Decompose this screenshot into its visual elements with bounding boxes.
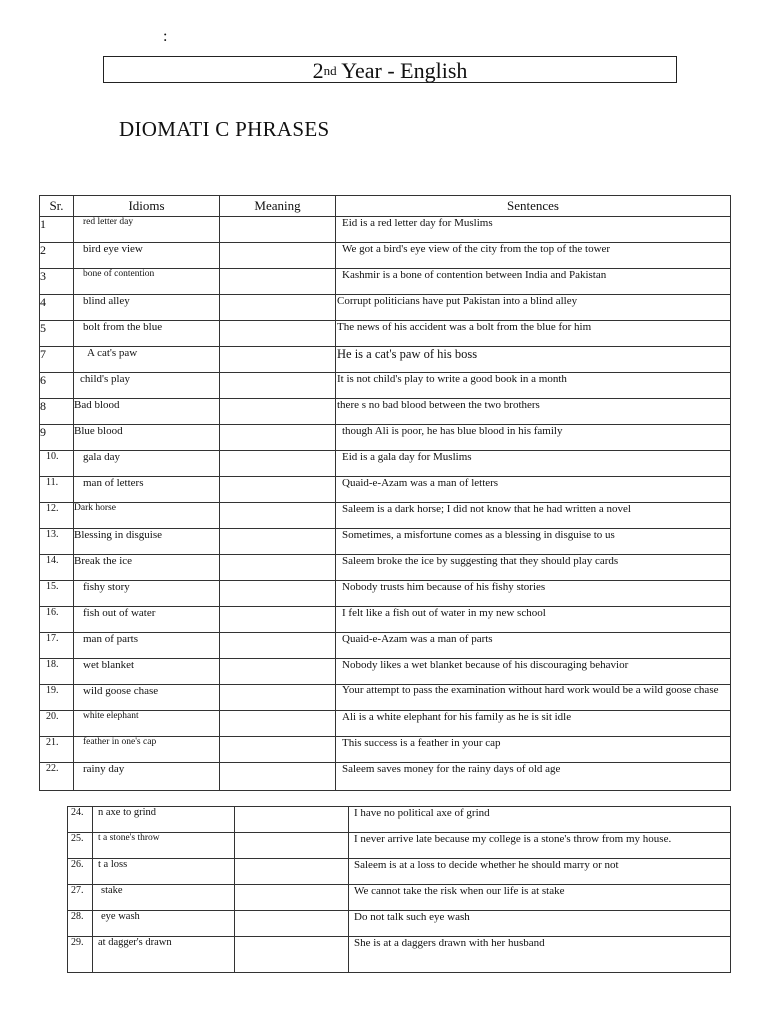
- row-number: 24.: [68, 807, 93, 833]
- header-idioms: Idioms: [74, 196, 220, 217]
- row-idiom: fishy story: [74, 581, 220, 607]
- table-row: [40, 685, 731, 711]
- idioms-table-continued: [67, 806, 731, 973]
- row-number: 18.: [40, 659, 74, 685]
- row-sentence: Do not talk such eye wash: [349, 911, 731, 937]
- table-header-row: [40, 196, 731, 217]
- row-idiom: wet blanket: [74, 659, 220, 685]
- row-sentence: Corrupt politicians have put Pakistan into a blind alley: [336, 295, 731, 321]
- row-sentence: I felt like a fish out of water in my new school: [336, 607, 731, 633]
- header-sentences: Sentences: [336, 196, 731, 217]
- row-meaning: [220, 295, 336, 321]
- row-meaning: [220, 529, 336, 555]
- row-sentence: She is at a daggers drawn with her husband: [349, 937, 731, 973]
- row-meaning: [220, 217, 336, 243]
- table-row: [40, 451, 731, 477]
- row-idiom: t a stone's throw: [93, 833, 235, 859]
- row-sentence: there s no bad blood between the two brothers: [336, 399, 731, 425]
- row-number: 28.: [68, 911, 93, 937]
- row-sentence: Saleem is at a loss to decide whether he should marry or not: [349, 859, 731, 885]
- row-meaning: [220, 477, 336, 503]
- row-number: 4: [40, 295, 74, 321]
- row-sentence: Kashmir is a bone of contention between India and Pakistan: [336, 269, 731, 295]
- row-idiom: bone of contention: [74, 269, 220, 295]
- row-sentence: Eid is a red letter day for Muslims: [336, 217, 731, 243]
- row-sentence: This success is a feather in your cap: [336, 737, 731, 763]
- row-number: 6: [40, 373, 74, 399]
- row-meaning: [220, 243, 336, 269]
- row-number: 21.: [40, 737, 74, 763]
- row-sentence: though Ali is poor, he has blue blood in his family: [336, 425, 731, 451]
- table-row: [68, 937, 731, 973]
- table-row: [68, 807, 731, 833]
- row-number: 1: [40, 217, 74, 243]
- table-row: [40, 763, 731, 791]
- header-meaning: Meaning: [220, 196, 336, 217]
- header-sr: Sr.: [40, 196, 74, 217]
- row-number: 7: [40, 347, 74, 373]
- row-idiom: bolt from the blue: [74, 321, 220, 347]
- row-meaning: [220, 659, 336, 685]
- row-idiom: feather in one's cap: [74, 737, 220, 763]
- table-row: [40, 373, 731, 399]
- row-meaning: [235, 833, 349, 859]
- row-idiom: stake: [93, 885, 235, 911]
- row-idiom: eye wash: [93, 911, 235, 937]
- row-idiom: bird eye view: [74, 243, 220, 269]
- table-row: [40, 711, 731, 737]
- row-idiom: wild goose chase: [74, 685, 220, 711]
- row-idiom: A cat's paw: [74, 347, 220, 373]
- row-number: 16.: [40, 607, 74, 633]
- row-idiom: blind alley: [74, 295, 220, 321]
- row-sentence: The news of his accident was a bolt from the blue for him: [336, 321, 731, 347]
- row-idiom: red letter day: [74, 217, 220, 243]
- row-meaning: [220, 555, 336, 581]
- row-number: 12.: [40, 503, 74, 529]
- row-sentence: We got a bird's eye view of the city from the top of the tower: [336, 243, 731, 269]
- row-idiom: man of letters: [74, 477, 220, 503]
- row-number: 9: [40, 425, 74, 451]
- row-number: 26.: [68, 859, 93, 885]
- row-sentence: He is a cat's paw of his boss: [336, 347, 731, 373]
- row-number: 27.: [68, 885, 93, 911]
- row-meaning: [220, 425, 336, 451]
- row-meaning: [220, 373, 336, 399]
- row-meaning: [220, 581, 336, 607]
- row-idiom: Blessing in disguise: [74, 529, 220, 555]
- row-meaning: [235, 807, 349, 833]
- table-row: [68, 911, 731, 937]
- row-number: 22.: [40, 763, 74, 791]
- row-number: 17.: [40, 633, 74, 659]
- row-sentence: I have no political axe of grind: [349, 807, 731, 833]
- row-meaning: [220, 347, 336, 373]
- row-meaning: [220, 399, 336, 425]
- row-number: 14.: [40, 555, 74, 581]
- row-meaning: [220, 451, 336, 477]
- page-title: [103, 56, 677, 83]
- row-number: 13.: [40, 529, 74, 555]
- row-sentence: Your attempt to pass the examination without hard work would be a wild goose chase: [336, 685, 731, 711]
- row-sentence: Ali is a white elephant for his family as he is sit idle: [336, 711, 731, 737]
- row-number: 20.: [40, 711, 74, 737]
- table-row: [40, 529, 731, 555]
- row-meaning: [220, 607, 336, 633]
- row-sentence: We cannot take the risk when our life is at stake: [349, 885, 731, 911]
- row-idiom: Dark horse: [74, 503, 220, 529]
- row-idiom: child's play: [74, 373, 220, 399]
- row-number: 15.: [40, 581, 74, 607]
- row-number: 29.: [68, 937, 93, 973]
- row-meaning: [220, 503, 336, 529]
- row-number: 8: [40, 399, 74, 425]
- row-idiom: n axe to grind: [93, 807, 235, 833]
- title-text: Year - English: [341, 58, 468, 83]
- row-idiom: at dagger's drawn: [93, 937, 235, 973]
- row-idiom: man of parts: [74, 633, 220, 659]
- row-number: 5: [40, 321, 74, 347]
- row-meaning: [220, 321, 336, 347]
- table-row: [40, 269, 731, 295]
- row-sentence: Nobody trusts him because of his fishy stories: [336, 581, 731, 607]
- row-meaning: [220, 763, 336, 791]
- row-meaning: [220, 711, 336, 737]
- table-row: [40, 295, 731, 321]
- row-sentence: Saleem broke the ice by suggesting that they should play cards: [336, 555, 731, 581]
- row-sentence: Nobody likes a wet blanket because of his discouraging behavior: [336, 659, 731, 685]
- row-idiom: Break the ice: [74, 555, 220, 581]
- row-number: 3: [40, 269, 74, 295]
- row-number: 19.: [40, 685, 74, 711]
- table-row: [40, 737, 731, 763]
- table-row: [40, 555, 731, 581]
- table-row: [40, 217, 731, 243]
- table-row: [40, 633, 731, 659]
- row-idiom: Bad blood: [74, 399, 220, 425]
- row-meaning: [235, 885, 349, 911]
- row-meaning: [220, 269, 336, 295]
- row-idiom: gala day: [74, 451, 220, 477]
- row-idiom: t a loss: [93, 859, 235, 885]
- row-number: 25.: [68, 833, 93, 859]
- row-number: 2: [40, 243, 74, 269]
- row-idiom: fish out of water: [74, 607, 220, 633]
- row-number: 10.: [40, 451, 74, 477]
- row-sentence: Saleem is a dark horse; I did not know that he had written a novel: [336, 503, 731, 529]
- table-row: [68, 885, 731, 911]
- row-sentence: Saleem saves money for the rainy days of old age: [336, 763, 731, 791]
- row-sentence: Quaid-e-Azam was a man of parts: [336, 633, 731, 659]
- row-meaning: [235, 937, 349, 973]
- row-sentence: It is not child's play to write a good book in a month: [336, 373, 731, 399]
- row-sentence: I never arrive late because my college is a stone's throw from my house.: [349, 833, 731, 859]
- row-sentence: Quaid-e-Azam was a man of letters: [336, 477, 731, 503]
- title-number: 2: [312, 58, 324, 83]
- table-row: [40, 399, 731, 425]
- row-idiom: white elephant: [74, 711, 220, 737]
- idioms-table: [39, 195, 731, 791]
- table-row: [40, 321, 731, 347]
- row-sentence: Sometimes, a misfortune comes as a blessing in disguise to us: [336, 529, 731, 555]
- row-meaning: [220, 633, 336, 659]
- table-row: [40, 243, 731, 269]
- row-sentence: Eid is a gala day for Muslims: [336, 451, 731, 477]
- row-number: 11.: [40, 477, 74, 503]
- colon-mark: :: [163, 28, 168, 45]
- row-meaning: [235, 911, 349, 937]
- title-superscript: nd: [323, 63, 337, 78]
- table-row: [40, 581, 731, 607]
- row-meaning: [235, 859, 349, 885]
- table-row: [40, 659, 731, 685]
- table-row: [40, 425, 731, 451]
- row-meaning: [220, 685, 336, 711]
- table-row: [40, 347, 731, 373]
- row-idiom: Blue blood: [74, 425, 220, 451]
- table-row: [40, 477, 731, 503]
- table-row: [40, 503, 731, 529]
- row-idiom: rainy day: [74, 763, 220, 791]
- table-row: [40, 607, 731, 633]
- table-row: [68, 833, 731, 859]
- table-row: [68, 859, 731, 885]
- section-heading: DIOMATI C PHRASES: [119, 117, 330, 141]
- row-meaning: [220, 737, 336, 763]
